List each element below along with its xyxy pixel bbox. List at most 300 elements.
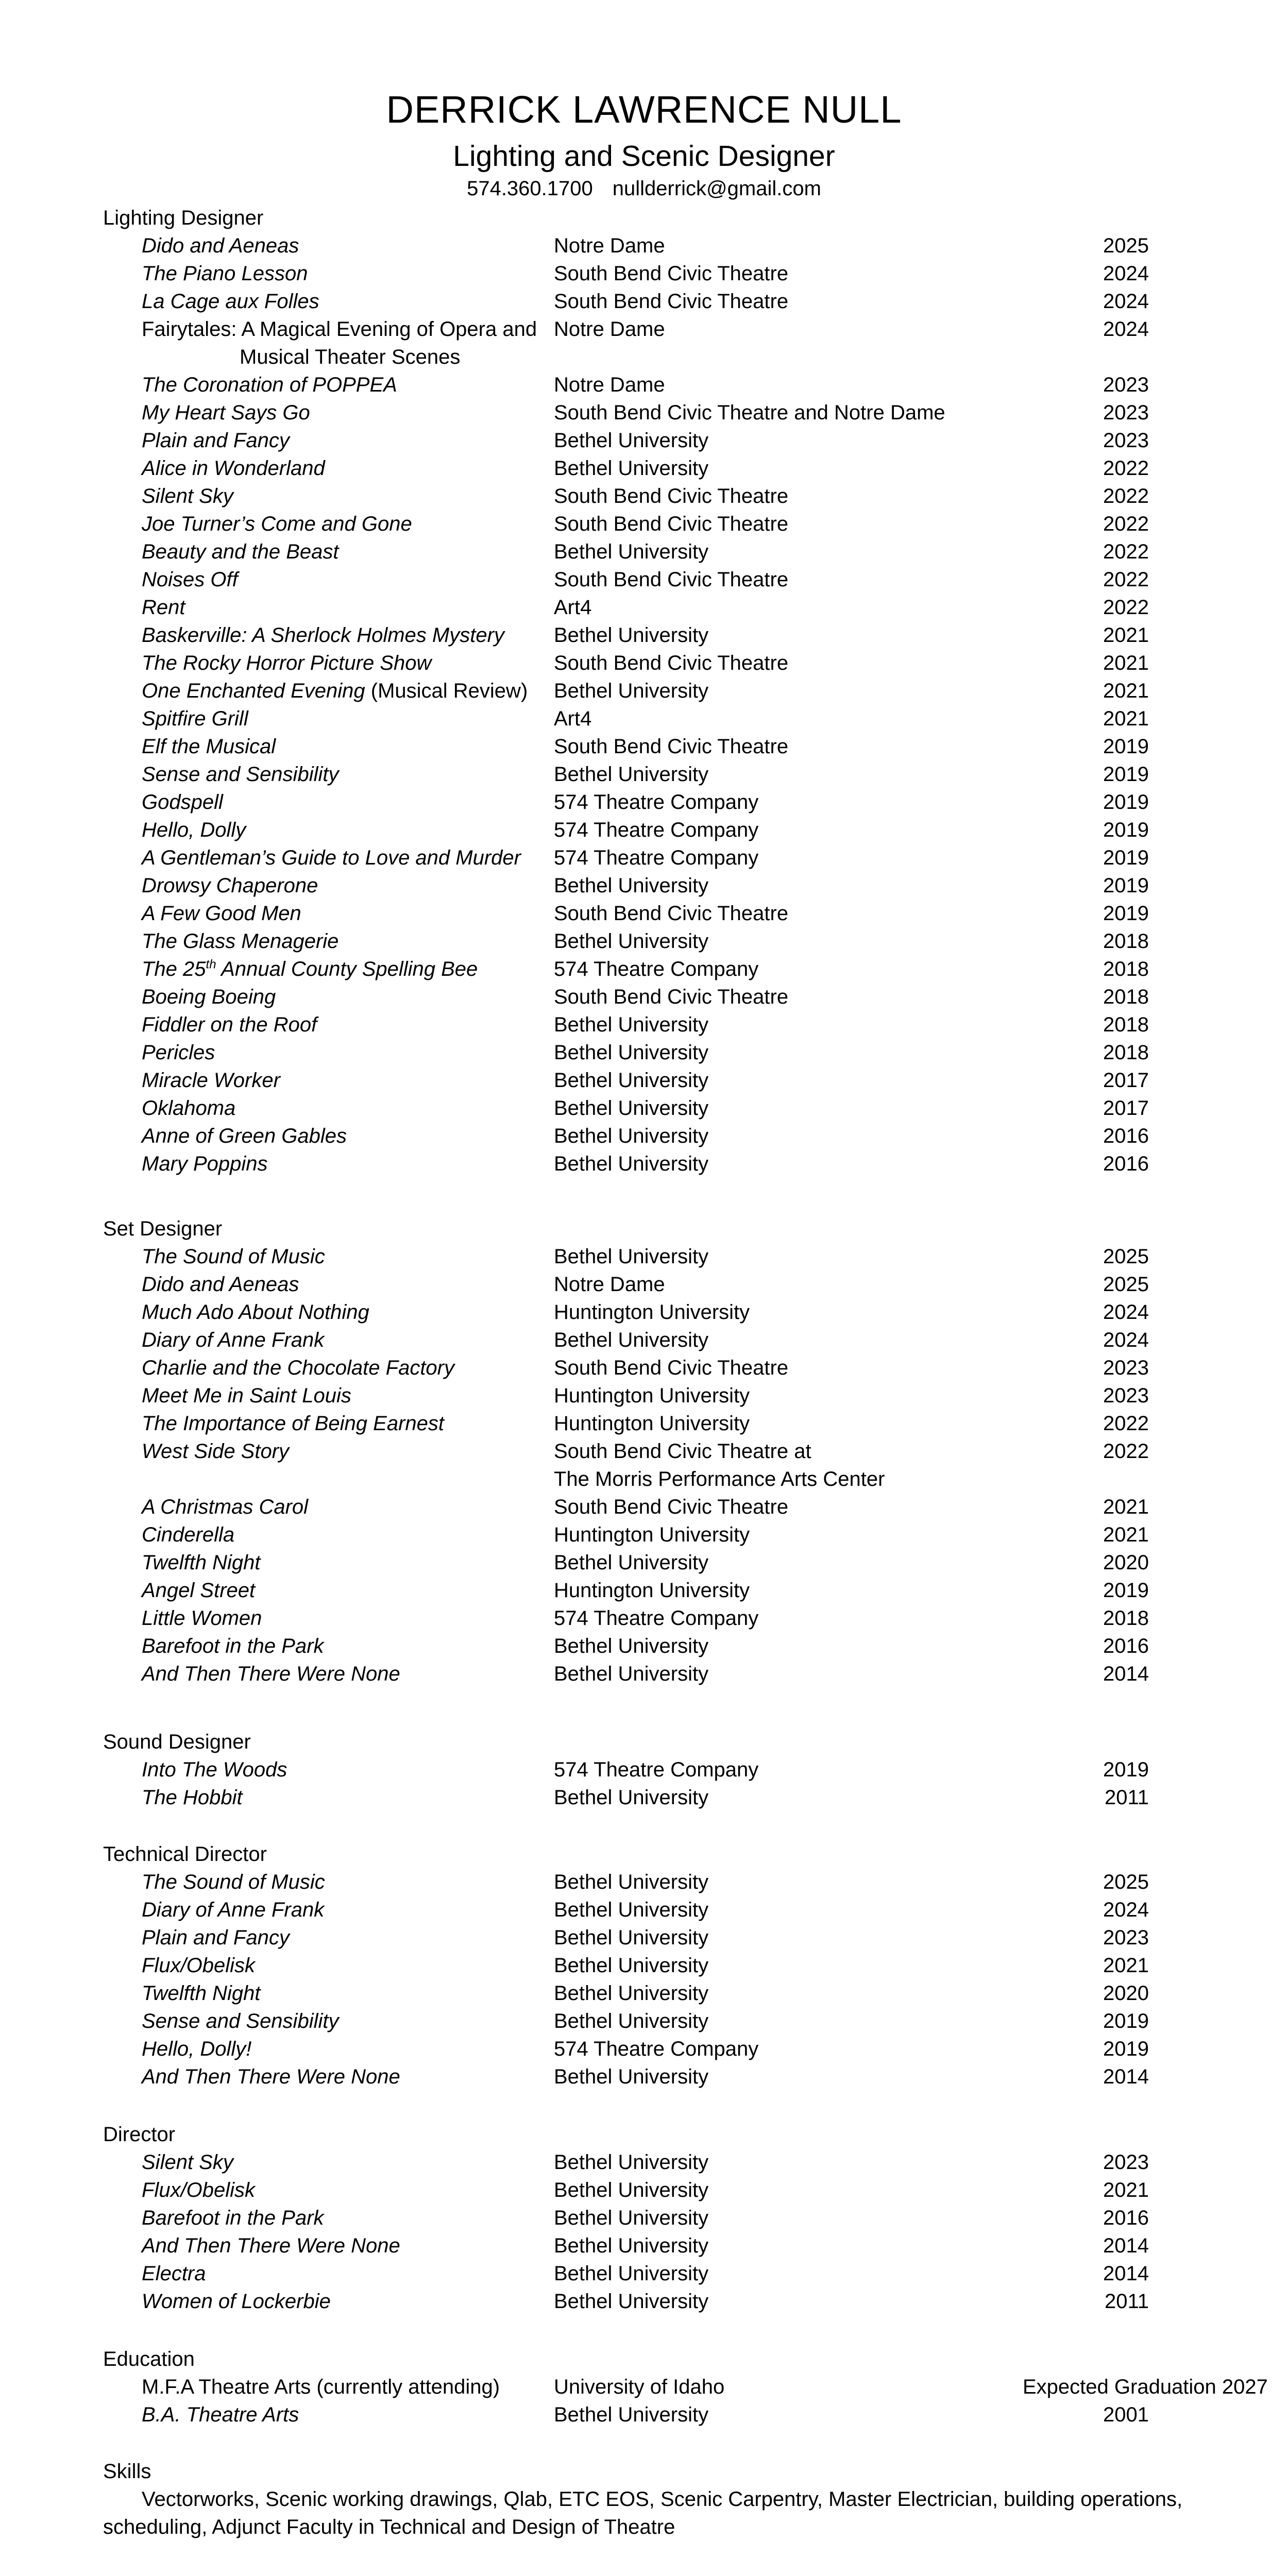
year: 2019 [1103, 791, 1149, 814]
production-title [142, 1270, 299, 1298]
title-text: Godspell [142, 791, 223, 814]
production-title [142, 844, 521, 872]
production-title [142, 2260, 206, 2287]
year: 2018 [1103, 1041, 1149, 1064]
production-title [142, 927, 338, 955]
credit-entry [103, 1521, 1185, 1549]
skills-section [103, 2458, 1185, 2541]
title-text: Baskerville: A Sherlock Holmes Mystery [142, 624, 504, 647]
credit-entry [103, 594, 1185, 621]
venue-text: Bethel University [554, 763, 709, 786]
title-text: Plain and Fancy [142, 1926, 290, 1949]
year: 2023 [1103, 1357, 1149, 1379]
production-title [142, 1979, 260, 2007]
year: 2024 [1103, 318, 1149, 341]
venue [554, 2232, 708, 2260]
production-title [142, 2148, 233, 2176]
title-text: Alice in Wonderland [142, 457, 325, 480]
venue [554, 1094, 708, 1122]
venue-text: Bethel University [554, 457, 709, 480]
venue-text: South Bend Civic Theatre [554, 1496, 789, 1518]
venue-text: South Bend Civic Theatre [554, 262, 789, 285]
title-text: Noises Off [142, 568, 238, 591]
venue-text: 574 Theatre Company [554, 791, 759, 814]
section-title: Education [103, 2348, 195, 2370]
venue [554, 2176, 708, 2204]
credit-entry [103, 538, 1185, 566]
title-text: Oklahoma [142, 1097, 236, 1120]
title-text: The 25 [142, 958, 206, 980]
credit-entry [103, 1632, 1185, 1660]
year: 2014 [1103, 2065, 1149, 2088]
credit-entry [103, 1868, 1185, 1896]
credit-entry [103, 1243, 1185, 1270]
venue-text: Art4 [554, 596, 592, 619]
year: 2021 [1103, 680, 1149, 702]
production-title [142, 510, 412, 538]
production-title [142, 538, 339, 566]
title-text: Hello, Dolly! [142, 2038, 252, 2060]
venue-text: Bethel University [554, 1069, 709, 1092]
credit-entry [103, 510, 1185, 538]
credit-entry [103, 1382, 1185, 1410]
credit-entry [103, 677, 1185, 705]
credit-entry [103, 1493, 1185, 1521]
venue [554, 1784, 708, 1811]
venue-second-line: The Morris Performance Arts Center [554, 1468, 885, 1490]
venue-text: Bethel University [554, 1041, 709, 1064]
title-text: Fiddler on the Roof [142, 1013, 317, 1036]
credit-entry [103, 2176, 1185, 2204]
year: 2016 [1103, 2207, 1149, 2229]
production-title [142, 1577, 255, 1604]
venue [554, 1577, 750, 1604]
venue [554, 844, 758, 872]
credit-entry [103, 872, 1185, 900]
title-text: Meet Me in Saint Louis [142, 1384, 351, 1407]
credit-entry [103, 983, 1185, 1011]
credit-entry [103, 1039, 1185, 1066]
production-title [142, 1784, 243, 1811]
venue [554, 955, 758, 983]
venue [554, 1382, 750, 1410]
venue [554, 287, 788, 315]
credit-entry [103, 1784, 1185, 1811]
title-text: Drowsy Chaperone [142, 874, 318, 897]
credit-entry [103, 1066, 1185, 1094]
venue-text: Bethel University [554, 2151, 709, 2174]
production-title [142, 2401, 299, 2429]
credit-entry [103, 2035, 1185, 2063]
venue-text: Bethel University [554, 540, 709, 563]
title-text: And Then There Were None [142, 2234, 400, 2257]
year: Expected Graduation 2027 [1023, 2376, 1268, 2398]
title-text: And Then There Were None [142, 1663, 400, 1685]
production-title [142, 705, 248, 733]
production-title [142, 2373, 500, 2401]
title-text: One Enchanted Evening [142, 680, 365, 702]
title-text: The Piano Lesson [142, 262, 308, 285]
production-title [142, 983, 276, 1011]
venue [554, 1150, 708, 1178]
year: 2024 [1103, 1899, 1149, 1921]
venue [554, 232, 665, 260]
credit-entry [103, 399, 1185, 427]
sound-designer-section [103, 1728, 1185, 1811]
venue-text: South Bend Civic Theatre [554, 1357, 789, 1379]
venue-text: Bethel University [554, 874, 709, 897]
year: 2023 [1103, 429, 1149, 452]
venue-text: South Bend Civic Theatre at [554, 1440, 811, 1463]
credit-entry [103, 1979, 1185, 2007]
production-title [142, 232, 299, 260]
year: 2022 [1103, 596, 1149, 619]
year: 2011 [1104, 2290, 1149, 2313]
credit-entry [103, 1952, 1185, 1979]
venue [554, 1122, 708, 1150]
title-text: Much Ado About Nothing [142, 1301, 369, 1324]
year: 2021 [1103, 652, 1149, 674]
title-text: A Few Good Men [142, 902, 301, 925]
venue [554, 649, 788, 677]
title-text: Spitfire Grill [142, 707, 248, 730]
credit-entry [103, 1326, 1185, 1354]
year: 2019 [1103, 2038, 1149, 2060]
year: 2019 [1103, 2010, 1149, 2032]
venue [554, 1952, 708, 1979]
venue-text: Huntington University [554, 1384, 750, 1407]
credit-entry [103, 621, 1185, 649]
title-text: And Then There Were None [142, 2065, 400, 2088]
credit-entry [103, 1298, 1185, 1326]
education-section [103, 2345, 1268, 2429]
title-text: Elf the Musical [142, 735, 276, 758]
year: 2019 [1103, 874, 1149, 897]
production-title [142, 1756, 287, 1784]
title-text: Angel Street [142, 1579, 256, 1602]
title-note: (Musical Review) [365, 680, 528, 702]
venue-text: Bethel University [554, 429, 709, 452]
title-text: Silent Sky [142, 485, 233, 507]
title-text: Hello, Dolly [142, 819, 246, 841]
venue [554, 2287, 708, 2315]
venue [554, 1326, 708, 1354]
year: 2019 [1103, 846, 1149, 869]
title-text: The Sound of Music [142, 1871, 325, 1893]
venue-text: University of Idaho [554, 2376, 725, 2398]
title-text: Charlie and the Chocolate Factory [142, 1357, 454, 1379]
contact-line [0, 175, 1288, 202]
credit-entry [103, 2007, 1185, 2035]
venue-text: Bethel University [554, 1926, 709, 1949]
venue-text: Bethel University [554, 1899, 709, 1921]
credit-entry [103, 2232, 1185, 2260]
venue-text: Huntington University [554, 1523, 750, 1546]
venue [554, 1437, 885, 1493]
title-text: A Gentleman’s Guide to Love and Murder [142, 846, 521, 869]
year: 2019 [1103, 819, 1149, 841]
credit-entry [103, 760, 1185, 788]
venue [554, 788, 758, 816]
production-title [142, 2007, 338, 2035]
production-title [142, 733, 276, 760]
venue-text: South Bend Civic Theatre [554, 485, 789, 507]
venue [554, 816, 758, 844]
venue [554, 1756, 758, 1784]
venue [554, 594, 591, 621]
venue-text: Huntington University [554, 1579, 750, 1602]
year: 2023 [1103, 401, 1149, 424]
venue-text: Bethel University [554, 1551, 709, 1574]
production-title [142, 1493, 308, 1521]
credit-entry [103, 1410, 1185, 1437]
credit-entry [103, 1122, 1185, 1150]
venue [554, 1979, 708, 2007]
title-text: Silent Sky [142, 2151, 233, 2174]
production-title [142, 1952, 255, 1979]
venue [554, 900, 788, 927]
year: 2022 [1103, 513, 1149, 535]
year: 2018 [1103, 1013, 1149, 1036]
year: 2022 [1103, 457, 1149, 480]
section-title: Set Designer [103, 1217, 223, 1240]
credit-entry [103, 1437, 1185, 1493]
title-text: Fairytales: A Magical Evening of Opera and [142, 318, 537, 341]
section-title: Sound Designer [103, 1731, 251, 1753]
credit-entry [103, 649, 1185, 677]
production-title [142, 1896, 324, 1924]
year: 2018 [1103, 958, 1149, 980]
credit-entry [103, 1756, 1185, 1784]
title-text: La Cage aux Folles [142, 290, 319, 313]
venue-text: South Bend Civic Theatre and Notre Dame [554, 401, 945, 424]
venue [554, 2401, 708, 2429]
skills-text: Vectorworks, Scenic working drawings, Qlab, ETC EOS, Scenic Carpentry, Master Electrician, building operations, scheduling, Adjunct Faculty in Technical and Design of Theatre [103, 2488, 1183, 2538]
email-address: nullderrick@gmail.com [612, 177, 821, 200]
venue [554, 1039, 708, 1066]
venue-text: Bethel University [554, 1013, 709, 1036]
title-text: Sense and Sensibility [142, 763, 339, 786]
title-text: Into The Woods [142, 1758, 287, 1781]
credit-entry [103, 566, 1185, 594]
venue [554, 1896, 708, 1924]
venue-text: Notre Dame [554, 1273, 665, 1296]
venue-text: Huntington University [554, 1301, 750, 1324]
year: 2023 [1103, 1384, 1149, 1407]
venue [554, 260, 788, 287]
title-text: Joe Turner’s Come and Gone [142, 513, 412, 535]
venue [554, 482, 788, 510]
venue-text: Bethel University [554, 1663, 709, 1685]
year: 2020 [1103, 1551, 1149, 1574]
production-title [142, 1868, 325, 1896]
venue-text: Notre Dame [554, 374, 665, 396]
venue [554, 1066, 708, 1094]
credit-entry [103, 1094, 1185, 1122]
venue-text: South Bend Civic Theatre [554, 290, 789, 313]
venue-text: Bethel University [554, 624, 709, 647]
venue [554, 566, 788, 594]
production-title [142, 1549, 260, 1577]
venue-text: Bethel University [554, 2290, 709, 2313]
title-text: West Side Story [142, 1440, 290, 1463]
venue-text: Art4 [554, 707, 592, 730]
year: 2018 [1103, 930, 1149, 953]
title-text: Twelfth Night [142, 1982, 261, 2005]
venue [554, 677, 708, 705]
production-title [142, 1298, 369, 1326]
production-title [142, 399, 310, 427]
production-title [142, 649, 431, 677]
venue [554, 1410, 750, 1437]
venue [554, 760, 708, 788]
production-title [142, 1924, 290, 1952]
title-text: B.A. Theatre Arts [142, 2403, 299, 2426]
year: 2019 [1103, 902, 1149, 925]
venue-text: Bethel University [554, 2207, 709, 2229]
production-title [142, 566, 238, 594]
year: 2022 [1103, 485, 1149, 507]
production-title [142, 371, 397, 399]
credit-entry [103, 1577, 1185, 1604]
year: 2025 [1103, 1871, 1149, 1893]
production-title [142, 816, 246, 844]
year: 2025 [1103, 234, 1149, 257]
venue-text: 574 Theatre Company [554, 846, 759, 869]
title-text: The Sound of Music [142, 1245, 325, 1268]
production-title [142, 621, 504, 649]
title-text: Flux/Obelisk [142, 1954, 256, 1977]
year: 2023 [1103, 2151, 1149, 2174]
production-title [142, 1150, 268, 1178]
production-title [142, 2204, 324, 2232]
venue-text: 574 Theatre Company [554, 819, 759, 841]
venue [554, 1493, 788, 1521]
title-text: The Rocky Horror Picture Show [142, 652, 432, 674]
venue-text: Bethel University [554, 2010, 709, 2032]
year: 2020 [1103, 1982, 1149, 2005]
venue [554, 872, 708, 900]
credit-entry [103, 2373, 1268, 2401]
credit-entry [103, 1150, 1185, 1178]
title-note: M.F.A Theatre Arts (currently attending) [142, 2376, 500, 2398]
production-title [142, 2287, 331, 2315]
venue [554, 510, 788, 538]
credit-entry [103, 260, 1185, 287]
venue-text: South Bend Civic Theatre [554, 652, 789, 674]
phone-number: 574.360.1700 [467, 177, 593, 200]
year: 2018 [1103, 986, 1149, 1008]
venue-text: Bethel University [554, 1954, 709, 1977]
venue [554, 2148, 708, 2176]
credit-entry [103, 287, 1185, 315]
production-title [142, 1382, 351, 1410]
venue [554, 1632, 708, 1660]
venue-text: South Bend Civic Theatre [554, 735, 789, 758]
venue [554, 2204, 708, 2232]
title-text: Women of Lockerbie [142, 2290, 331, 2313]
venue [554, 733, 788, 760]
title-text: Twelfth Night [142, 1551, 261, 1574]
venue-text: Bethel University [554, 930, 709, 953]
production-title [142, 900, 301, 927]
year: 2024 [1103, 290, 1149, 313]
year: 2014 [1103, 2262, 1149, 2285]
year: 2018 [1103, 1607, 1149, 1630]
year: 2022 [1103, 1440, 1149, 1463]
credit-entry [103, 2401, 1185, 2429]
title-text: Pericles [142, 1041, 215, 1064]
year: 2019 [1103, 1758, 1149, 1781]
venue-text: Bethel University [554, 2234, 709, 2257]
title-text: Beauty and the Beast [142, 540, 339, 563]
credit-entry [103, 2204, 1185, 2232]
title-text: Dido and Aeneas [142, 234, 299, 257]
lighting-designer-section [103, 204, 1185, 1178]
production-title [142, 2035, 251, 2063]
year: 2025 [1103, 1273, 1149, 1296]
year: 2014 [1103, 1663, 1149, 1685]
production-title [142, 2176, 255, 2204]
credit-entry [103, 844, 1185, 872]
credit-entry [103, 2148, 1185, 2176]
venue [554, 399, 945, 427]
title-text: Mary Poppins [142, 1153, 268, 1175]
credit-entry [103, 1354, 1185, 1382]
venue [554, 1868, 708, 1896]
production-title [142, 454, 325, 482]
production-title [142, 2063, 400, 2091]
credit-entry [103, 1604, 1185, 1632]
title-text: Rent [142, 596, 185, 619]
title-text: The Glass Menagerie [142, 930, 339, 953]
venue [554, 1011, 708, 1039]
venue [554, 1604, 758, 1632]
set-designer-section [103, 1215, 1185, 1688]
year: 2021 [1103, 707, 1149, 730]
year: 2011 [1104, 1786, 1149, 1809]
production-title [142, 1410, 444, 1437]
title-text: Miracle Worker [142, 1069, 280, 1092]
venue-text: Bethel University [554, 1871, 709, 1893]
venue-text: 574 Theatre Company [554, 1758, 759, 1781]
credit-entry [103, 816, 1185, 844]
title-text: The Importance of Being Earnest [142, 1412, 444, 1435]
production-title [142, 955, 478, 983]
title-text: Anne of Green Gables [142, 1125, 347, 1147]
venue-text: Notre Dame [554, 318, 665, 341]
venue-text: Bethel University [554, 1153, 709, 1175]
title-text: Barefoot in the Park [142, 2207, 324, 2229]
venue [554, 1298, 750, 1326]
venue [554, 1924, 708, 1952]
section-title: Skills [103, 2460, 151, 2483]
credit-entry [103, 927, 1185, 955]
year: 2001 [1103, 2403, 1149, 2426]
production-title [142, 1039, 215, 1066]
production-title [142, 760, 338, 788]
venue-text: South Bend Civic Theatre [554, 568, 789, 591]
year: 2021 [1103, 624, 1149, 647]
year: 2024 [1103, 1301, 1149, 1324]
title-text: My Heart Says Go [142, 401, 310, 424]
venue [554, 1660, 708, 1688]
title-text: Barefoot in the Park [142, 1635, 324, 1657]
venue-text: Bethel University [554, 1125, 709, 1147]
venue-text: Huntington University [554, 1412, 750, 1435]
production-title [142, 260, 308, 287]
year: 2021 [1103, 2179, 1149, 2201]
